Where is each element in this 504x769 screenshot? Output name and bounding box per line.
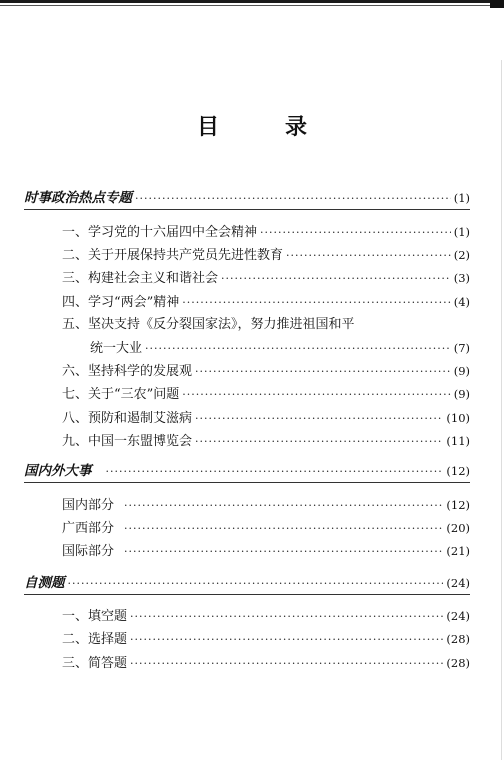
dot-leader (182, 294, 450, 312)
toc-page-number: (4) (453, 295, 470, 309)
toc-section-label: 国内外大事 (24, 463, 92, 479)
toc-page-number: (11) (446, 434, 470, 448)
toc-item-label: 五、坚决支持《反分裂国家法》，努力推进祖国和平 (62, 317, 355, 332)
toc-page-number: (24) (446, 576, 470, 590)
toc-page-number: (1) (453, 225, 470, 239)
dot-leader (130, 608, 443, 626)
dot-leader (195, 433, 443, 451)
toc-page-number: (28) (446, 656, 470, 670)
dot-leader (124, 543, 443, 561)
dot-leader (106, 463, 444, 481)
toc-item[interactable] (62, 223, 470, 242)
toc-item-label: 八、预防和遏制艾滋病 (62, 411, 193, 426)
section-divider (24, 482, 470, 483)
toc-item-label: 一、学习党的十六届四中全会精神 (62, 225, 258, 240)
dot-leader (68, 575, 444, 593)
page-title: 目 录 (196, 115, 329, 140)
dot-leader (195, 363, 451, 381)
toc-item[interactable] (62, 362, 470, 381)
toc-item-label: 四、学习“两会”精神 (62, 295, 180, 310)
toc-item[interactable] (62, 607, 470, 626)
toc-page-number: (10) (446, 411, 470, 425)
toc-item-label: 三、简答题 (62, 656, 128, 671)
toc-item[interactable] (62, 432, 470, 451)
dot-leader (145, 340, 451, 358)
toc-page-number: (12) (446, 464, 470, 478)
dot-leader (260, 224, 451, 242)
section-divider (24, 209, 470, 210)
dot-leader (130, 655, 443, 673)
toc-page-number: (21) (446, 544, 470, 558)
toc-page-number: (20) (446, 521, 470, 535)
toc-item[interactable] (62, 269, 470, 288)
toc-section[interactable] (24, 189, 470, 208)
toc-item-label: 二、关于开展保持共产党员先进性教育 (62, 248, 284, 263)
toc-item[interactable] (62, 496, 470, 515)
toc-item[interactable] (62, 246, 470, 265)
toc-item-label: 国际部分 (62, 544, 115, 559)
toc-item[interactable] (62, 293, 470, 312)
toc-page-number: (9) (453, 364, 470, 378)
toc-item-label: 三、构建社会主义和谐社会 (62, 271, 219, 286)
toc-item-label: 二、选择题 (62, 632, 128, 647)
section-divider (24, 594, 470, 595)
toc-item[interactable] (62, 542, 470, 561)
dot-leader (135, 190, 451, 208)
toc-item[interactable] (62, 630, 470, 649)
toc-page-number: (1) (453, 191, 470, 205)
toc-item[interactable] (62, 385, 470, 404)
toc-item-continuation[interactable] (90, 339, 470, 358)
dot-leader (221, 270, 451, 288)
toc-section-label: 自测题 (24, 575, 65, 591)
dot-leader (130, 631, 443, 649)
toc-page-number: (9) (453, 387, 470, 401)
toc-page-number: (12) (446, 498, 470, 512)
toc-item[interactable] (62, 409, 470, 428)
toc-page-number: (7) (453, 341, 470, 355)
dot-leader (286, 247, 451, 265)
toc-section[interactable] (24, 574, 470, 593)
toc-page-number: (24) (446, 609, 470, 623)
dot-leader (182, 386, 450, 404)
dot-leader (124, 520, 443, 538)
toc-page-number: (3) (453, 271, 470, 285)
toc-item[interactable] (62, 654, 470, 673)
toc-item-label: 统一大业 (90, 341, 143, 356)
toc-item[interactable] (62, 316, 470, 334)
toc-item-label: 九、中国一东盟博览会 (62, 434, 193, 449)
toc-item-label: 一、填空题 (62, 609, 128, 624)
toc-page-number: (28) (446, 632, 470, 646)
toc-item-label: 七、关于“三农”问题 (62, 387, 180, 402)
toc-item-label: 国内部分 (62, 498, 115, 513)
toc-item-label: 广西部分 (62, 521, 115, 536)
toc-item[interactable] (62, 519, 470, 538)
dot-leader (124, 497, 443, 515)
toc-section[interactable] (24, 462, 470, 481)
toc-section-label: 时事政治热点专题 (24, 190, 132, 206)
toc-page-number: (2) (453, 248, 470, 262)
dot-leader (195, 410, 443, 428)
toc-item-label: 六、坚持科学的发展观 (62, 364, 193, 379)
